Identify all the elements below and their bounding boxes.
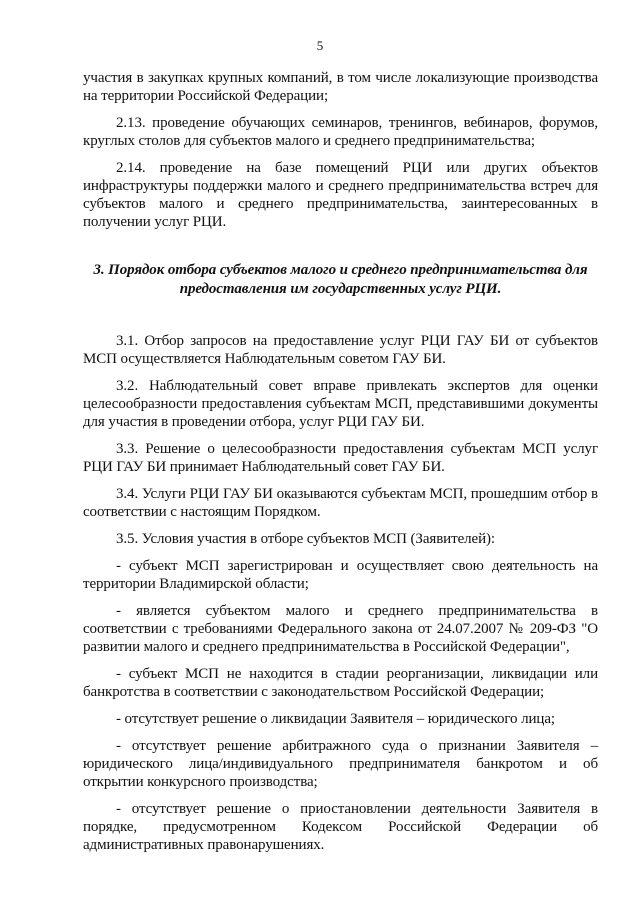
paragraph-3-5: 3.5. Условия участия в отборе субъектов МСП (Заявителей):: [116, 531, 495, 547]
paragraph-2-13: 2.13. проведение обучающих семинаров, тренингов, вебинаров, форумов, круглых столов для субъектов малого и среднего предпринимательства;: [83, 115, 598, 149]
condition-item: - отсутствует решение о приостановлении деятельности Заявителя в порядке, предусмотренном Кодексом Российской Федерации об административных правонарушениях.: [83, 801, 598, 853]
condition-item: - является субъектом малого и среднего предпринимательства в соответствии с требованиями Федерального закона от 24.07.2007 № 209-ФЗ "О развитии малого и среднего предпринимательства в Российской Федерации",: [83, 603, 598, 655]
condition-item: - отсутствует решение арбитражного суда о признании Заявителя – юридического лица/индивидуального предпринимателя банкротом и об открытии конкурсного производства;: [83, 738, 598, 790]
paragraph-2-14: 2.14. проведение на базе помещений РЦИ или других объектов инфраструктуры поддержки малого и среднего предпринимательства встреч для субъектов малого и среднего предпринимательства, заинтересованных в получении услуг РЦИ.: [83, 160, 598, 230]
paragraph-3-1: 3.1. Отбор запросов на предоставление услуг РЦИ ГАУ БИ от субъектов МСП осуществляется Наблюдательным советом ГАУ БИ.: [83, 333, 598, 367]
paragraph-continuation: участия в закупках крупных компаний, в том числе локализующие производства на территории Российской Федерации;: [83, 70, 598, 104]
condition-item: - субъект МСП зарегистрирован и осуществляет свою деятельность на территории Владимирской области;: [83, 558, 598, 592]
condition-item: - отсутствует решение о ликвидации Заявителя – юридического лица;: [116, 711, 555, 727]
paragraph-3-2: 3.2. Наблюдательный совет вправе привлекать экспертов для оценки целесообразности предоставления субъектам МСП, представившими документы для участия в проведении отбора, услуг РЦИ ГАУ БИ.: [83, 378, 598, 430]
document-body: [83, 69, 598, 854]
page-number: 5: [316, 38, 324, 53]
paragraph-3-3: 3.3. Решение о целесообразности предоставления субъектам МСП услуг РЦИ ГАУ БИ принимает Наблюдательный совет ГАУ БИ.: [83, 441, 598, 475]
paragraph-3-4: 3.4. Услуги РЦИ ГАУ БИ оказываются субъектам МСП, прошедшим отбор в соответствии с настоящим Порядком.: [83, 486, 598, 520]
condition-item: - субъект МСП не находится в стадии реорганизации, ликвидации или банкротства в соответствии с законодательством Российской Федерации;: [83, 666, 598, 700]
section-heading-3: 3. Порядок отбора субъектов малого и среднего предпринимательства для предоставления им государственных услуг РЦИ.: [93, 262, 588, 297]
